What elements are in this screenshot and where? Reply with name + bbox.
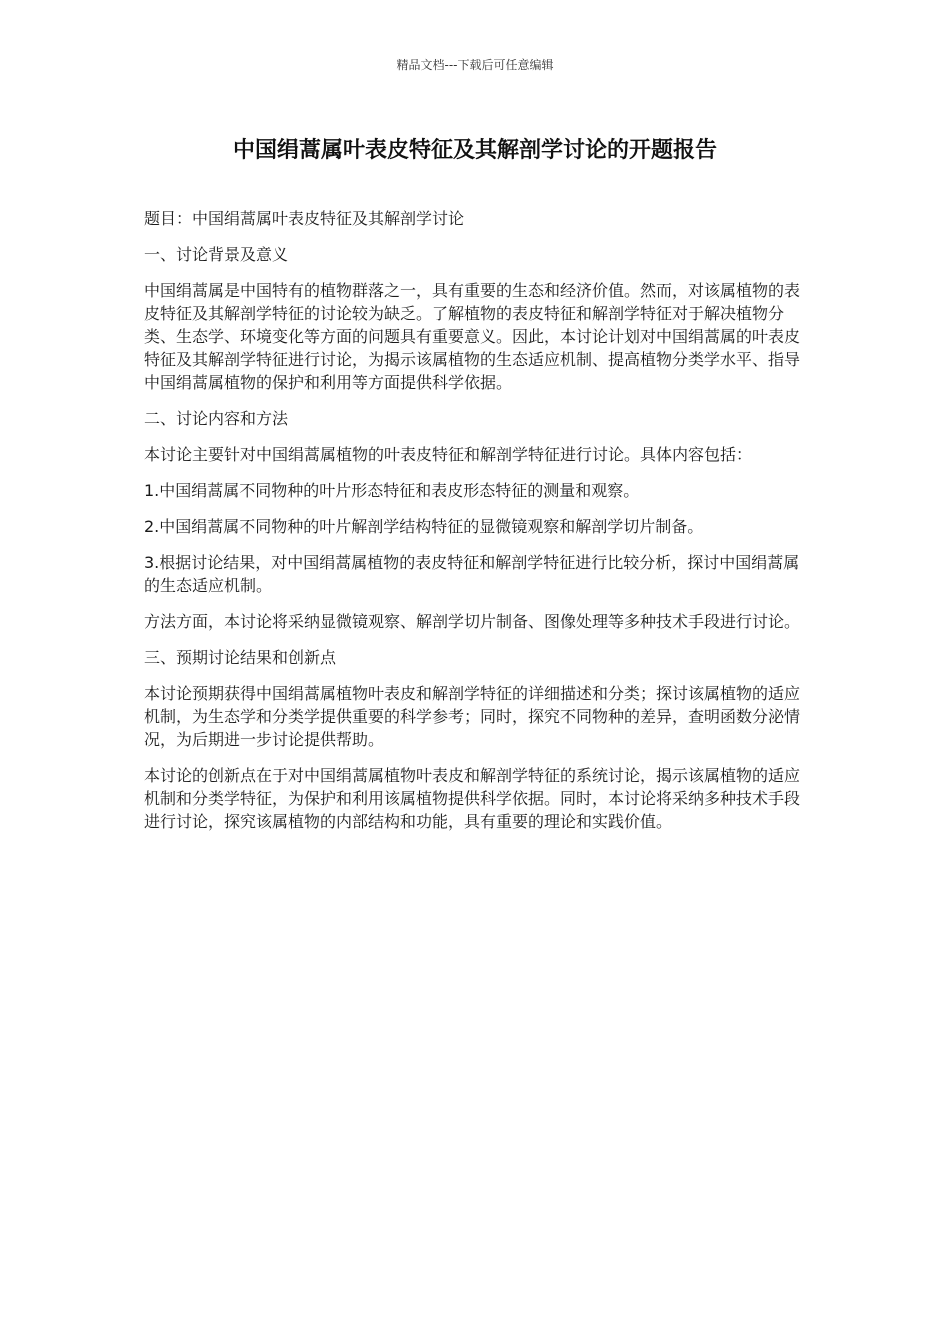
paragraph-methods: 方法方面，本讨论将采纳显微镜观察、解剖学切片制备、图像处理等多种技术手段进行讨论。: [144, 612, 801, 631]
paragraph-content-intro: 本讨论主要针对中国绢蒿属植物的叶表皮特征和解剖学特征进行讨论。具体内容包括：: [144, 445, 753, 464]
document-title: 中国绢蒿属叶表皮特征及其解剖学讨论的开题报告: [232, 138, 717, 163]
section-heading-content-methods: 二、讨论内容和方法: [144, 409, 289, 428]
list-item-3: 3.根据讨论结果，对中国绢蒿属植物的表皮特征和解剖学特征进行比较分析，探讨中国绢蒿属的生态适应机制。: [144, 553, 800, 595]
header-note: 精品文档---下载后可任意编辑: [396, 58, 554, 72]
paragraph-expected-results: 本讨论预期获得中国绢蒿属植物叶表皮和解剖学特征的详细描述和分类；探讨该属植物的适应机制，为生态学和分类学提供重要的科学参考；同时，探究不同物种的差异，查明函数分泌情况，为后期进一步讨论提供帮助。: [144, 684, 801, 749]
paragraph-innovation: 本讨论的创新点在于对中国绢蒿属植物叶表皮和解剖学特征的系统讨论，揭示该属植物的适应机制和分类学特征，为保护和利用该属植物提供科学依据。同时，本讨论将采纳多种技术手段进行讨论，探究该属植物的内部结构和功能，具有重要的理论和实践价值。: [144, 766, 801, 831]
section-heading-expected-results: 三、预期讨论结果和创新点: [144, 648, 337, 667]
paragraph-background: 中国绢蒿属是中国特有的植物群落之一，具有重要的生态和经济价值。然而，对该属植物的表皮特征及其解剖学特征的讨论较为缺乏。了解植物的表皮特征和解剖学特征对于解决植物分类、生态学、环境变化等方面的问题具有重要意义。因此，本讨论计划对中国绢蒿属的叶表皮特征及其解剖学特征进行讨论，为揭示该属植物的生态适应机制、提高植物分类学水平、指导中国绢蒿属植物的保护和利用等方面提供科学依据。: [144, 281, 801, 392]
topic-line: 题目：中国绢蒿属叶表皮特征及其解剖学讨论: [144, 209, 465, 228]
list-item-2: 2.中国绢蒿属不同物种的叶片解剖学结构特征的显微镜观察和解剖学切片制备。: [144, 517, 704, 536]
list-item-1: 1.中国绢蒿属不同物种的叶片形态特征和表皮形态特征的测量和观察。: [144, 481, 640, 500]
document-body: [144, 207, 806, 846]
section-heading-background: 一、讨论背景及意义: [144, 245, 289, 264]
